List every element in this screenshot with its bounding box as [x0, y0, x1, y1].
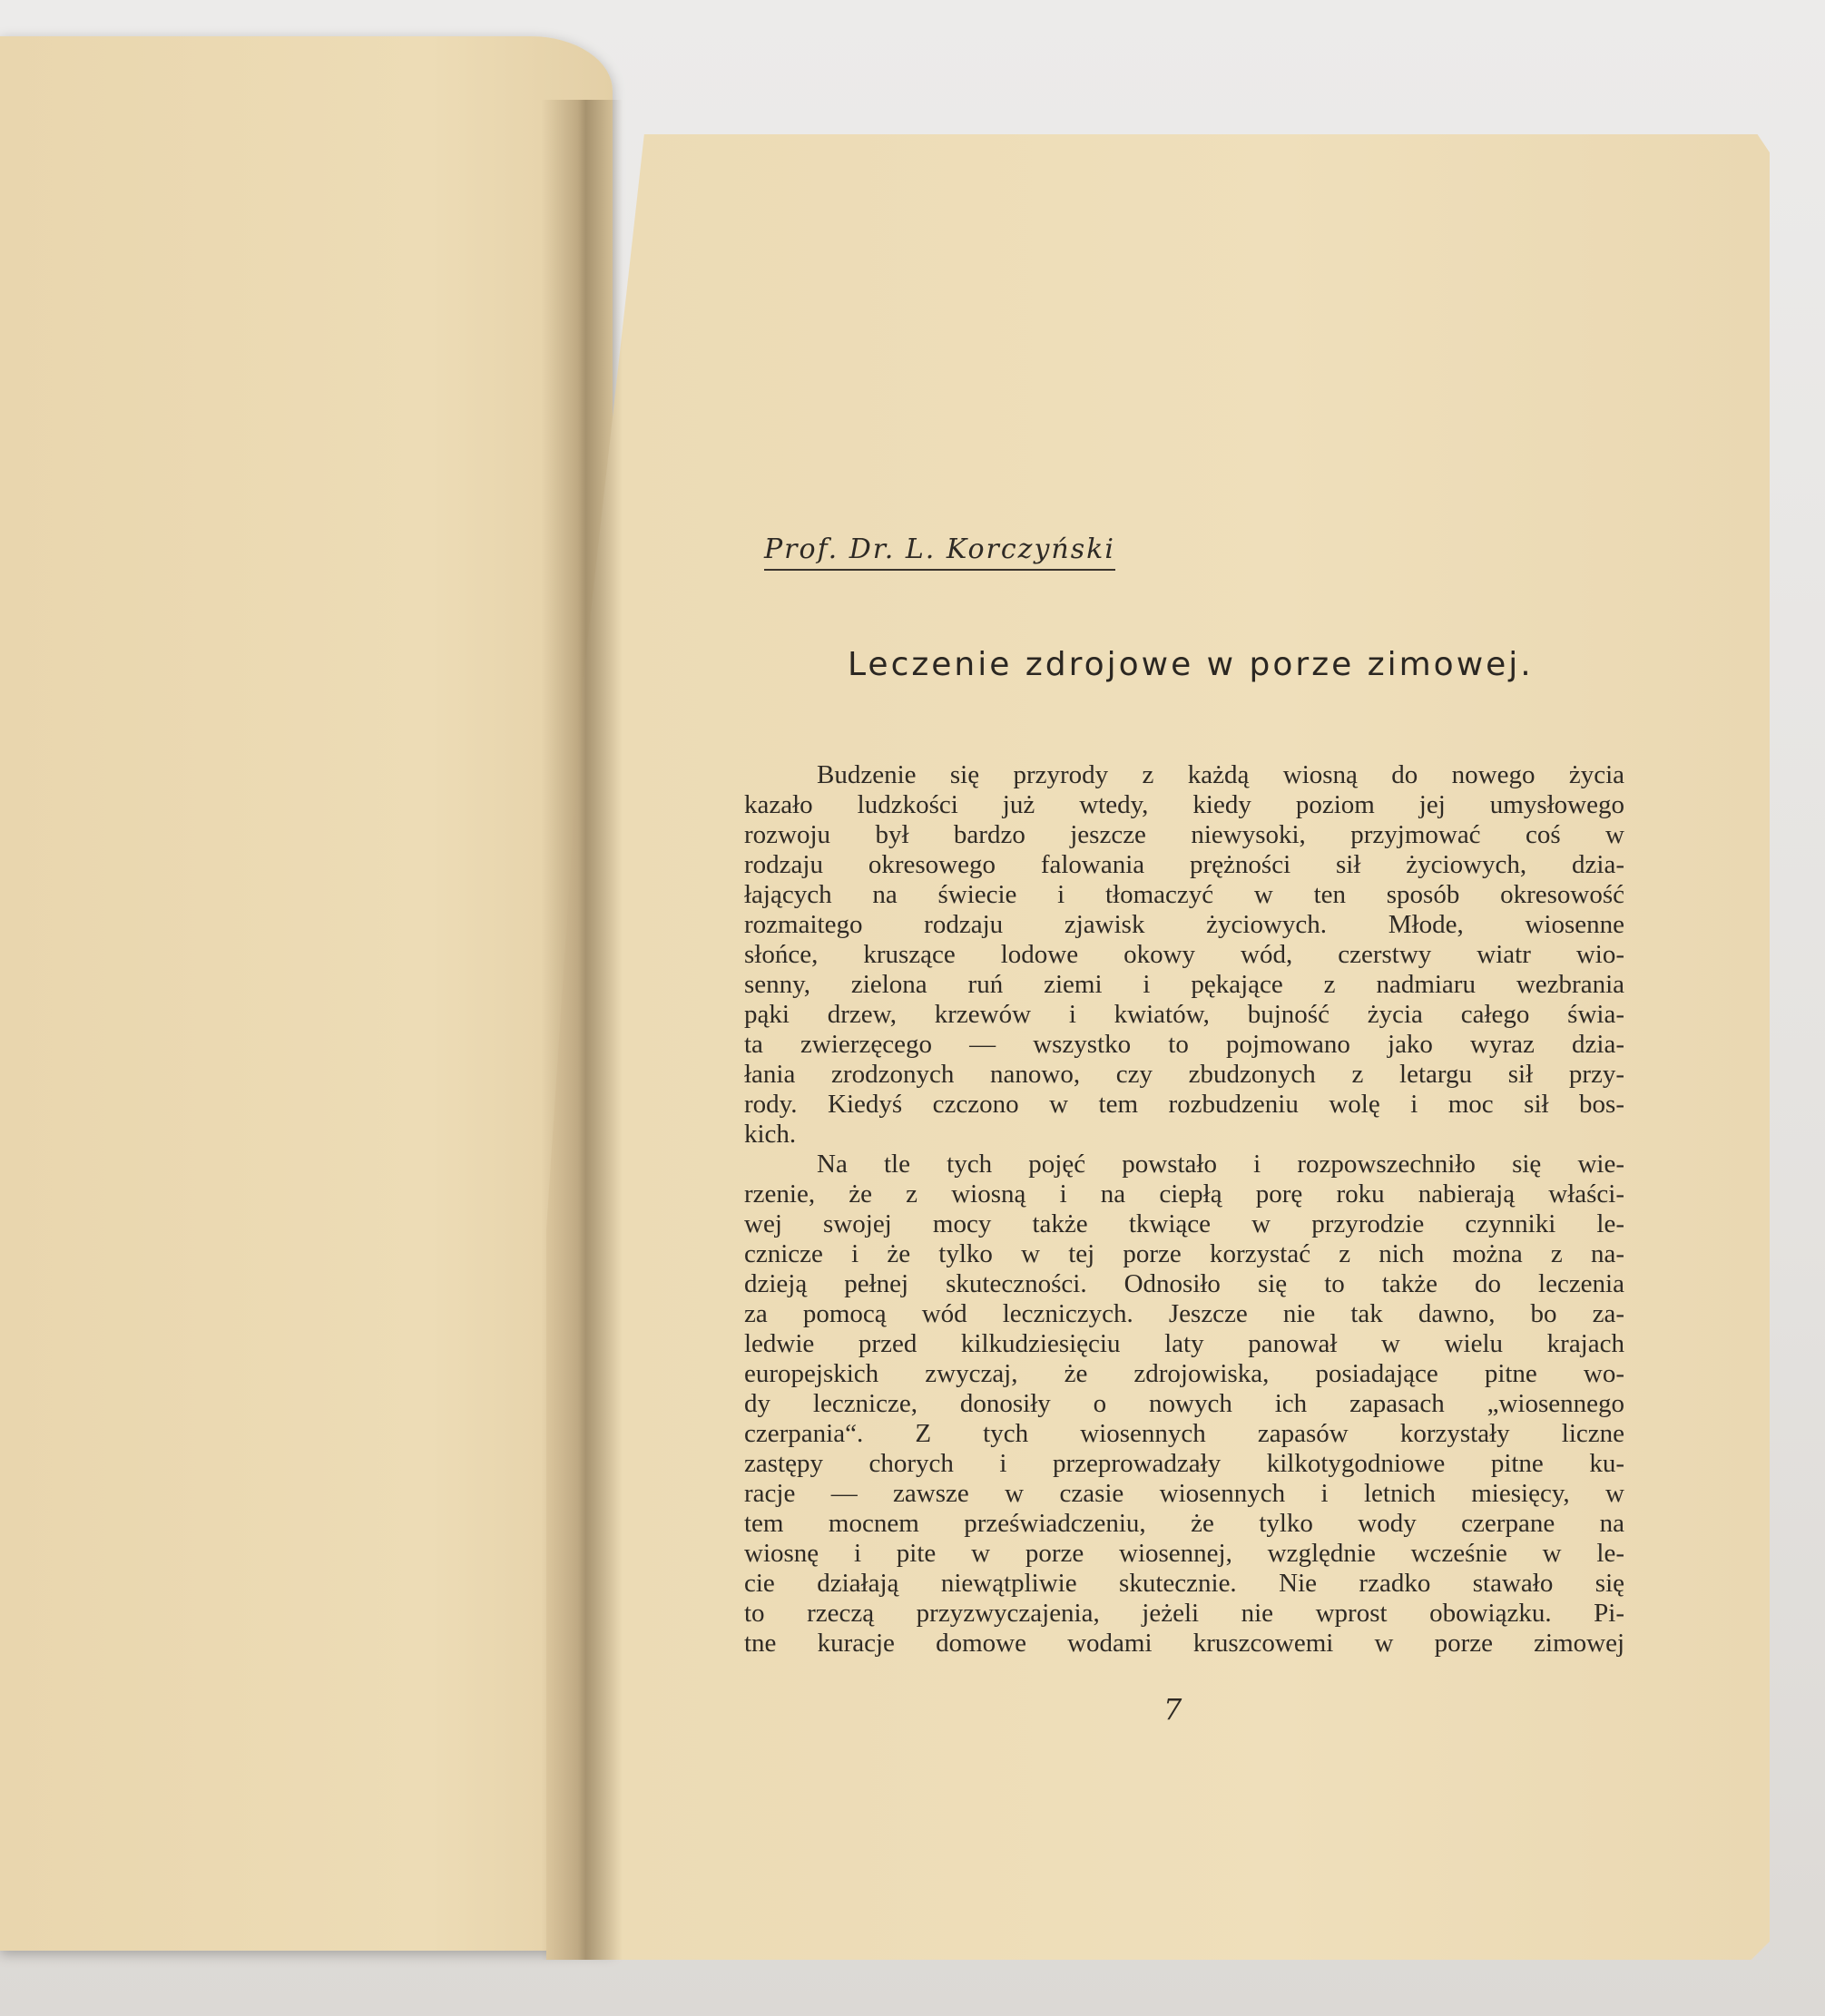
text-line: tem mocnem przeświadczeniu, że tylko wody czerpane na — [744, 1509, 1624, 1538]
text-line: łania zrodzonych nanowo, czy zbudzonych z letargu sił przy- — [744, 1060, 1624, 1089]
text-line: cznicze i że tylko w tej porze korzystać z nich można z na- — [744, 1239, 1624, 1268]
text-line: senny, zielona ruń ziemi i pękające z nadmiaru wezbrania — [744, 970, 1624, 999]
text-line: łających na świecie i tłomaczyć w ten sposób okresowość — [744, 880, 1624, 909]
text-line: racje — zawsze w czasie wiosennych i letnich miesięcy, w — [744, 1479, 1624, 1508]
text-line: pąki drzew, krzewów i kwiatów, bujność życia całego świa- — [744, 1000, 1624, 1029]
article-body — [744, 760, 1624, 1659]
text-line: wej swojej mocy także tkwiące w przyrodzie czynniki le- — [744, 1209, 1624, 1238]
text-line: kazało ludzkości już wtedy, kiedy poziom jej umysłowego — [744, 790, 1624, 819]
text-line: cie działają niewątpliwie skutecznie. Nie rzadko stawało się — [744, 1569, 1624, 1598]
book-gutter — [541, 100, 623, 1960]
text-line: tne kuracje domowe wodami kruszcowemi w porze zimowej — [744, 1629, 1624, 1658]
article-title: Leczenie zdrojowe w porze zimowej. — [848, 646, 1534, 683]
text-line: Budzenie się przyrody z każdą wiosną do nowego życia — [817, 760, 1624, 789]
text-line: rody. Kiedyś czczono w tem rozbudzeniu wolę i moc sił bos- — [744, 1090, 1624, 1119]
left-page — [0, 36, 613, 1951]
text-line: dy lecznicze, donosiły o nowych ich zapasach „wiosennego — [744, 1389, 1624, 1418]
page-number: 7 — [1163, 1692, 1182, 1727]
text-line: europejskich zwyczaj, że zdrojowiska, posiadające pitne wo- — [744, 1359, 1624, 1388]
text-line: to rzeczą przyzwyczajenia, jeżeli nie wprost obowiązku. Pi- — [744, 1599, 1624, 1628]
text-line: czerpania“. Z tych wiosennych zapasów korzystały liczne — [744, 1419, 1624, 1448]
text-line: Na tle tych pojęć powstało i rozpowszechniło się wie- — [817, 1150, 1624, 1179]
text-line: rodzaju okresowego falowania prężności sił życiowych, dzia- — [744, 850, 1624, 879]
text-line: rozwoju był bardzo jeszcze niewysoki, przyjmować coś w — [744, 820, 1624, 849]
text-line: zastępy chorych i przeprowadzały kilkotygodniowe pitne ku- — [744, 1449, 1624, 1478]
text-line: kich. — [744, 1120, 797, 1149]
text-line: ta zwierzęcego — wszystko to pojmowano jako wyraz dzia- — [744, 1030, 1624, 1059]
text-line: za pomocą wód leczniczych. Jeszcze nie tak dawno, bo za- — [744, 1299, 1624, 1328]
text-line: wiosnę i pite w porze wiosennej, względnie wcześnie w le- — [744, 1539, 1624, 1568]
text-line: rozmaitego rodzaju zjawisk życiowych. Młode, wiosenne — [744, 910, 1624, 939]
text-line: słońce, kruszące lodowe okowy wód, czerstwy wiatr wio- — [744, 940, 1624, 969]
author-name: Prof. Dr. L. Korczyński — [764, 533, 1115, 571]
text-line: dzieją pełnej skuteczności. Odnosiło się to także do leczenia — [744, 1269, 1624, 1298]
text-line: ledwie przed kilkudziesięciu laty panował w wielu krajach — [744, 1329, 1624, 1358]
text-line: rzenie, że z wiosną i na ciepłą porę roku nabierają właści- — [744, 1179, 1624, 1209]
